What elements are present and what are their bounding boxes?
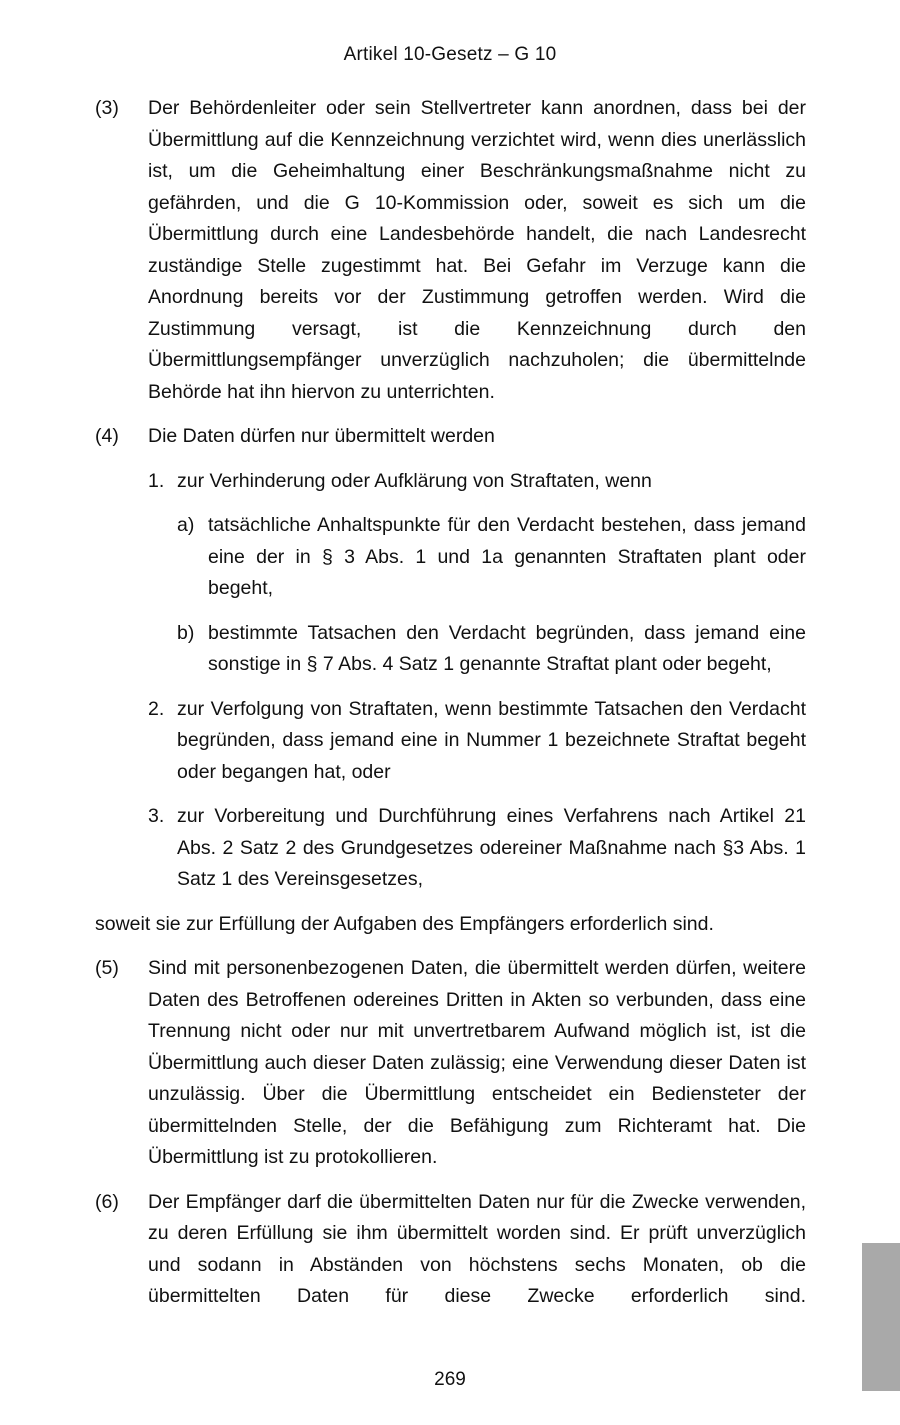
paragraph-marker: (4) (95, 425, 119, 447)
list-item-text: bestimmte Tatsachen den Verdacht begründen, dass jemand eine sonstige in § 7 Abs. 4 Satz 1 genannte Straftat plant oder begeht, (208, 621, 806, 675)
list-item-1 (95, 466, 806, 498)
paragraph-4-intro (95, 421, 806, 453)
paragraph-text: soweit sie zur Erfüllung der Aufgaben des Empfängers erforderlich sind. (95, 912, 714, 935)
list-item-marker: b) (177, 621, 195, 644)
page-body (0, 66, 900, 1313)
list-item-text: zur Verfolgung von Straftaten, wenn bestimmte Tatsachen den Verdacht begründen, dass jemand eine in Nummer 1 bezeichnete Straftat begeht oder begangen hat, oder (177, 697, 806, 783)
paragraph-text: Die Daten dürfen nur übermittelt werden (148, 425, 495, 447)
paragraph-3 (95, 93, 806, 408)
list-item-2 (95, 694, 806, 789)
list-item-1b (95, 618, 806, 681)
list-item-text: tatsächliche Anhaltspunkte für den Verdacht bestehen, dass jemand eine der in § 3 Abs. 1 und 1a genannten Straftaten plant oder begeht, (208, 514, 806, 599)
paragraph-5 (95, 953, 806, 1174)
list-item-text: zur Verhinderung oder Aufklärung von Straftaten, wenn (177, 469, 652, 492)
list-item-marker: 3. (148, 805, 165, 827)
running-head: Artikel 10-Gesetz – G 10 (343, 44, 557, 65)
paragraph-4-outro (95, 909, 806, 941)
paragraph-marker: (3) (95, 97, 119, 119)
paragraph-text: Der Empfänger darf die übermittelten Daten nur für die Zwecke verwenden, zu deren Erfüllung sie ihm übermittelt worden sind. Er prüft unverzüglich und sodann in Abständen von höchstens sechs Monaten, ob die übermittelten Daten für diese Zwecke erforderlich sind. (148, 1190, 806, 1307)
list-item-3 (95, 801, 806, 896)
list-item-marker: 1. (148, 469, 165, 492)
list-item-1a (95, 510, 806, 605)
paragraph-6 (95, 1187, 806, 1313)
paragraph-text: Sind mit personenbezogenen Daten, die übermittelt werden dürfen, weitere Daten des Betroffenen odereines Dritten in Akten so verbunden, dass eine Trennung nicht oder nur mit unvertretbarem Aufwand möglich ist, ist die Übermittlung auch dieser Daten zulässig; eine Verwendung dieser Daten ist unzulässig. Über die Übermittlung entscheidet ein Bediensteter der übermittelnden Stelle, der die Befähigung zum Richteramt hat. Die Übermittlung ist zu protokollieren. (148, 957, 806, 1168)
paragraph-marker: (6) (95, 1190, 119, 1213)
list-item-marker: 2. (148, 697, 165, 720)
list-item-marker: a) (177, 514, 195, 536)
paragraph-marker: (5) (95, 957, 119, 979)
list-item-text: zur Vorbereitung und Durchführung eines Verfahrens nach Artikel 21 Abs. 2 Satz 2 des Grundgesetzes odereiner Maßnahme nach §3 Abs. 1 Satz 1 des Vereinsgesetzes, (177, 805, 806, 890)
page-number: 269 (434, 1369, 466, 1390)
paragraph-text: Der Behördenleiter oder sein Stellvertreter kann anordnen, dass bei der Übermittlung auf die Kennzeichnung verzichtet wird, wenn dies unerlässlich ist, um die Geheimhaltung einer Beschränkungsmaßnahme nicht zu gefährden, und die G 10-Kommission oder, soweit es sich um die Übermittlung durch eine Landesbehörde handelt, die nach Landesrecht zuständige Stelle zugestimmt hat. Bei Gefahr im Verzuge kann die Anordnung bereits vor der Zustimmung getroffen werden. Wird die Zustimmung versagt, ist die Kennzeichnung durch den Übermittlungsempfänger unverzüglich nachzuholen; die übermittelnde Behörde hat ihn hiervon zu unterrichten. (148, 97, 806, 403)
page-edge-tab (862, 1243, 900, 1391)
